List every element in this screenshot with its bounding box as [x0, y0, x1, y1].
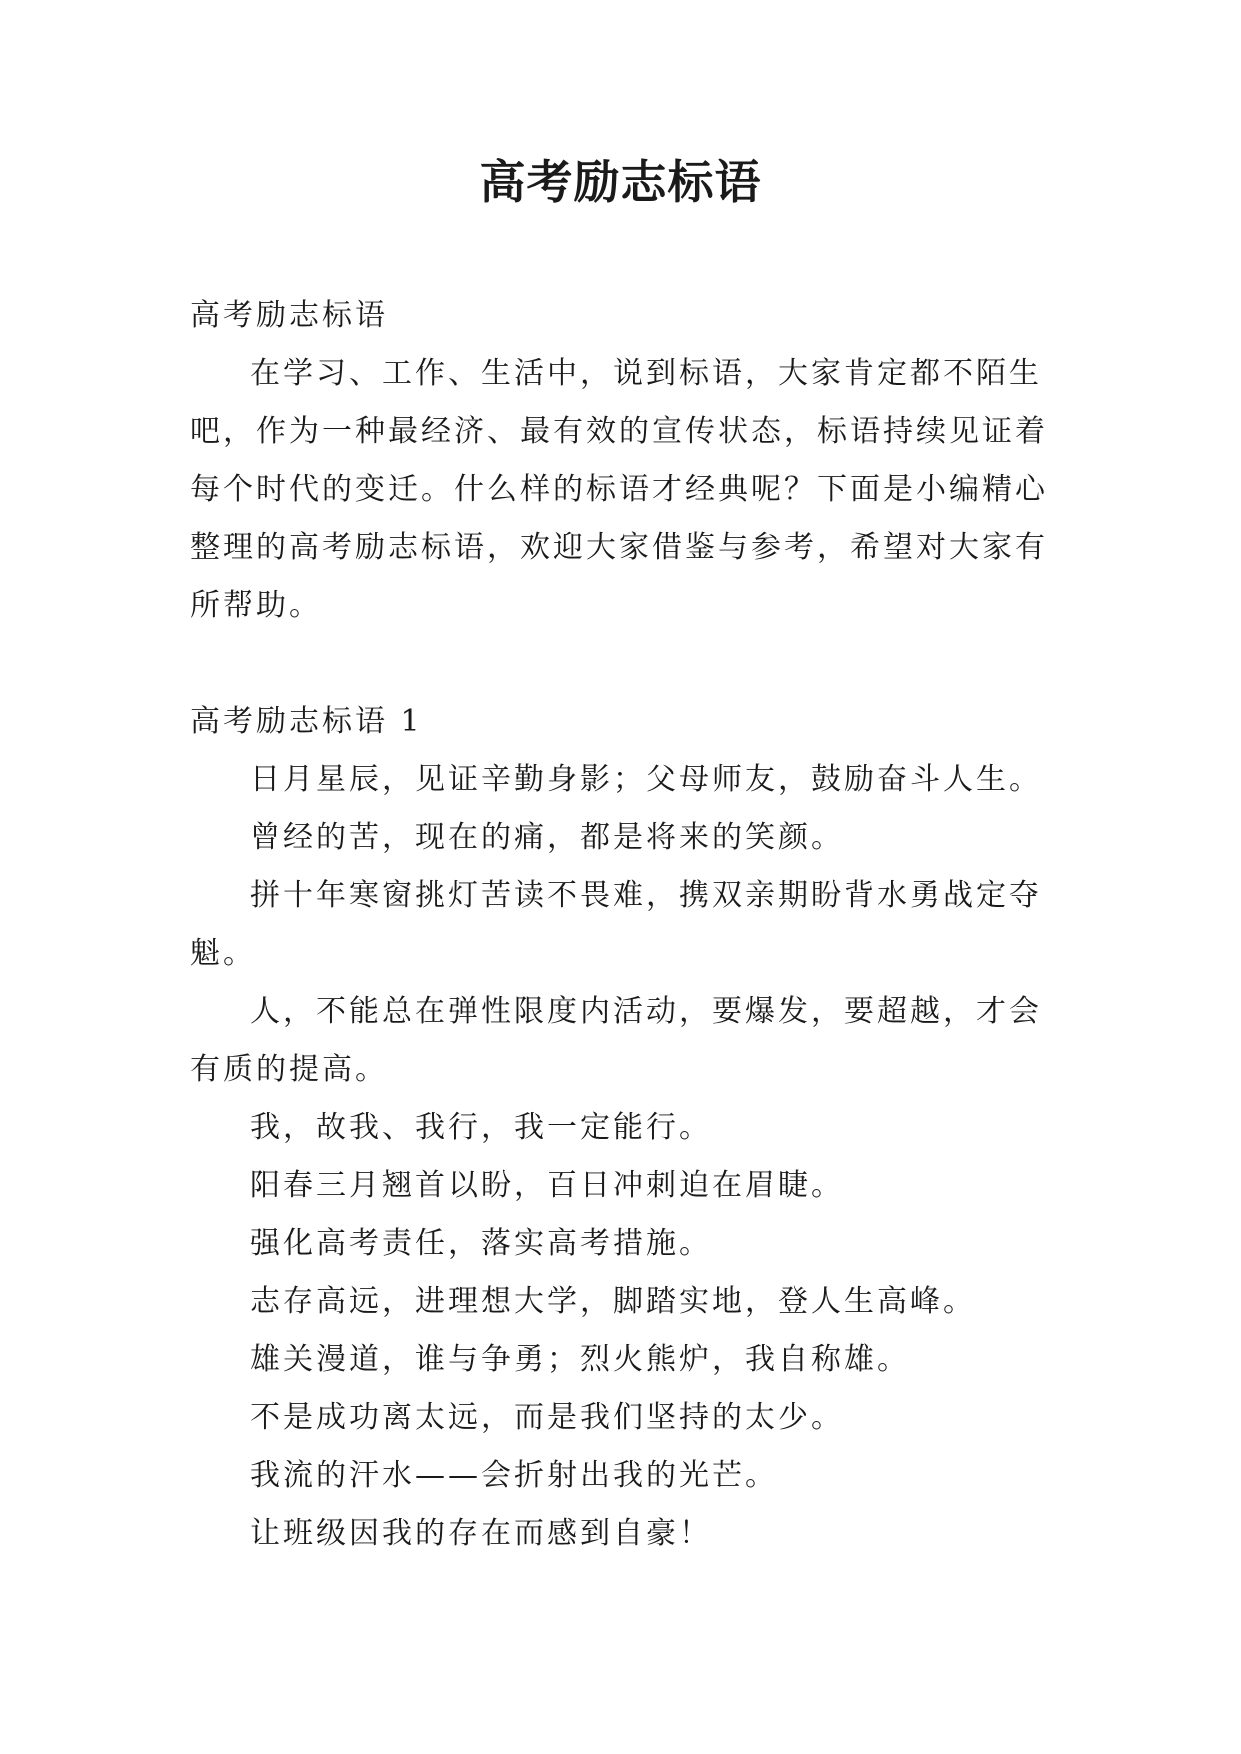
section-heading: 高考励志标语 1 [190, 704, 423, 739]
slogan-item: 我，故我、我行，我一定能行。 [250, 1110, 712, 1145]
slogan-item: 我流的汗水——会折射出我的光芒。 [250, 1458, 778, 1493]
slogan-item: 不是成功离太远，而是我们坚持的太少。 [250, 1400, 844, 1435]
slogan-item: 雄关漫道，谁与争勇；烈火熊炉，我自称雄。 [250, 1342, 910, 1377]
document-title: 高考励志标语 [479, 155, 762, 209]
slogan-item: 拼十年寒窗挑灯苦读不畏难，携双亲期盼背水勇战定夺魁。 [190, 878, 1042, 971]
slogan-item: 志存高远，进理想大学，脚踏实地，登人生高峰。 [250, 1284, 976, 1319]
slogan-item: 日月星辰，见证辛勤身影；父母师友，鼓励奋斗人生。 [250, 762, 1042, 797]
slogan-item: 让班级因我的存在而感到自豪！ [250, 1516, 712, 1551]
document-body [190, 287, 1070, 1563]
slogan-item: 阳春三月翘首以盼，百日冲刺迫在眉睫。 [250, 1168, 844, 1203]
slogan-list [190, 751, 1070, 1563]
slogan-item: 人，不能总在弹性限度内活动，要爆发，要超越，才会有质的提高。 [190, 994, 1042, 1087]
document-subtitle: 高考励志标语 [190, 298, 388, 333]
intro-paragraph: 在学习、工作、生活中，说到标语，大家肯定都不陌生吧，作为一种最经济、最有效的宣传状态，标语持续见证着每个时代的变迁。什么样的标语才经典呢？下面是小编精心整理的高考励志标语，欢迎大家借鉴与参考，希望对大家有所帮助。 [190, 356, 1048, 623]
slogan-item: 强化高考责任，落实高考措施。 [250, 1226, 712, 1261]
slogan-item: 曾经的苦，现在的痛，都是将来的笑颜。 [250, 820, 844, 855]
